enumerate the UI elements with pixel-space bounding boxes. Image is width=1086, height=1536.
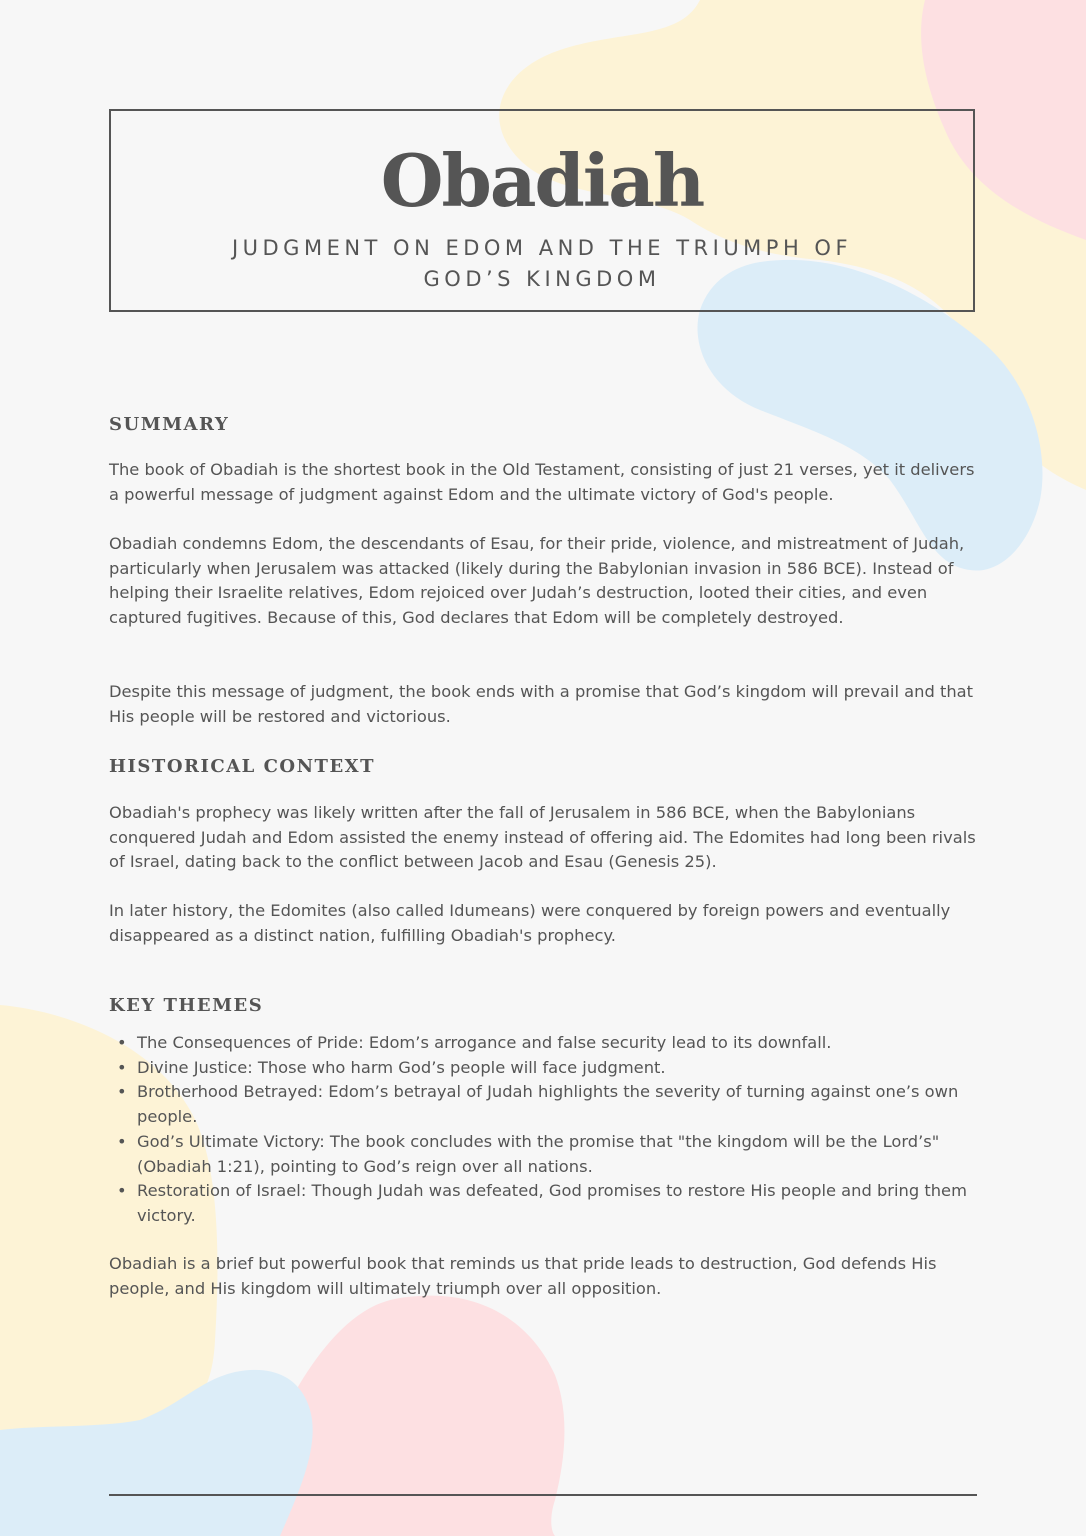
- page-title: Obadiah: [380, 138, 704, 223]
- list-item: [117, 1130, 1007, 1179]
- list-item: [117, 1056, 1007, 1081]
- summary-paragraph-1: The book of Obadiah is the shortest book in the Old Testament, consisting of just 21 verses, yet it delivers a powerful message of judgment against Edom and the ultimate victory of God's people.: [109, 460, 975, 504]
- summary-paragraph-3: Despite this message of judgment, the book ends with a promise that God’s kingdom will prevail and that His people will be restored and victorious.: [109, 682, 974, 726]
- bullet-icon: •: [117, 1033, 127, 1052]
- theme-text: God’s Ultimate Victory: The book concludes with the promise that "the kingdom will be the Lord’s" (Obadiah 1:21), pointing to God’s reign over all nations.: [137, 1131, 940, 1176]
- conclusion-paragraph: Obadiah is a brief but powerful book that reminds us that pride leads to destruction, God defends His people, and His kingdom will ultimately triumph over all opposition.: [109, 1254, 937, 1298]
- bullet-icon: •: [117, 1057, 127, 1077]
- summary-paragraph-2: Obadiah condemns Edom, the descendants of Esau, for their pride, violence, and mistreatment of Judah, particularly when Jerusalem was attacked (likely during the Babylonian invasion in 586 BCE). Instead of helping their Israelite relatives, Edom rejoiced over Judah’s destruction, looted their cities, and even captured fugitives. Because of this, God declares that Edom will be completely destroyed.: [109, 534, 965, 628]
- summary-heading: SUMMARY: [109, 414, 230, 435]
- historical-context-heading: HISTORICAL CONTEXT: [109, 756, 376, 777]
- list-item: [117, 1080, 1007, 1129]
- title-frame: [109, 109, 975, 312]
- theme-text: Divine Justice: Those who harm God’s people will face judgment.: [137, 1057, 666, 1077]
- bullet-icon: •: [117, 1082, 127, 1102]
- historical-paragraph-2: In later history, the Edomites (also called Idumeans) were conquered by foreign powers and eventually disappeared as a distinct nation, fulfilling Obadiah's prophecy.: [109, 901, 951, 945]
- page-subtitle: JUDGMENT ON EDOM AND THE TRIUMPH OF GOD’S KINGDOM: [231, 236, 853, 291]
- bullet-icon: •: [117, 1131, 127, 1151]
- theme-text: The Consequences of Pride: Edom’s arrogance and false security lead to its downfall.: [137, 1033, 832, 1052]
- historical-paragraph-1: Obadiah's prophecy was likely written after the fall of Jerusalem in 586 BCE, when the Babylonians conquered Judah and Edom assisted the enemy instead of offering aid. The Edomites had long been rivals of Israel, dating back to the conflict between Jacob and Esau (Genesis 25).: [109, 803, 976, 872]
- list-item: [117, 1031, 1007, 1056]
- key-themes-list: [109, 1031, 1007, 1229]
- footer-divider: [109, 1494, 977, 1496]
- key-themes-heading: KEY THEMES: [109, 995, 264, 1016]
- bullet-icon: •: [117, 1181, 127, 1201]
- list-item: [117, 1179, 1007, 1228]
- theme-text: Brotherhood Betrayed: Edom’s betrayal of Judah highlights the severity of turning against one’s own people.: [137, 1082, 959, 1127]
- theme-text: Restoration of Israel: Though Judah was defeated, God promises to restore His people and bring them victory.: [137, 1181, 967, 1225]
